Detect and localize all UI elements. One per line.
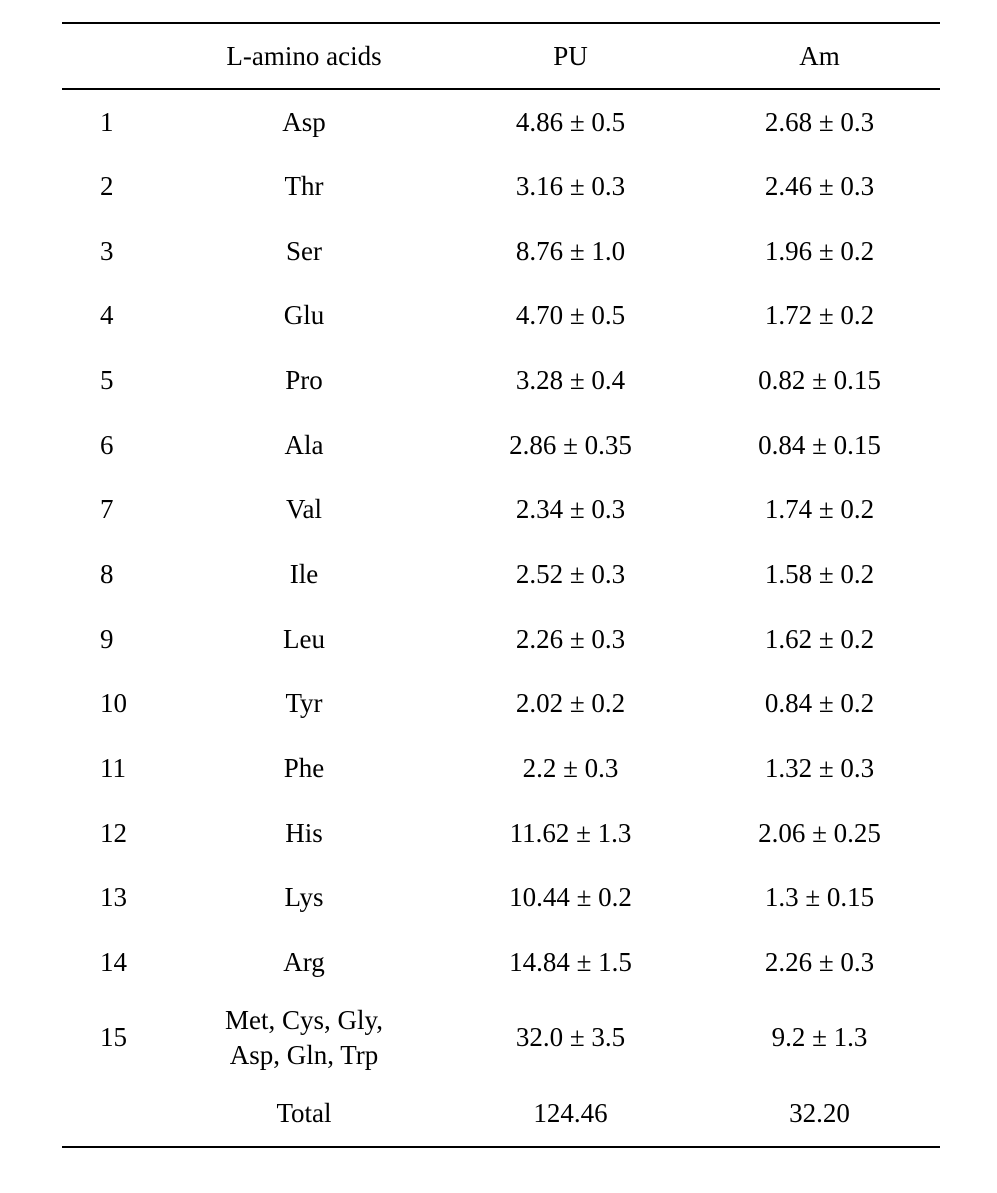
amino-acid-name: Val	[286, 494, 322, 525]
row-number: 9	[100, 623, 114, 654]
table-row	[62, 865, 940, 930]
table-body	[62, 89, 940, 1147]
am-value: 2.68 ± 0.3	[764, 106, 875, 137]
amino-acid-name: Thr	[284, 170, 324, 201]
pu-value: 2.86 ± 0.35	[509, 429, 632, 460]
table-row	[62, 930, 940, 995]
pu-value: 2.02 ± 0.2	[515, 688, 626, 719]
am-value: 1.62 ± 0.2	[764, 623, 875, 654]
amino-acid-name	[166, 995, 442, 1081]
pu-value: 3.28 ± 0.4	[515, 364, 626, 395]
total-row-number	[62, 1081, 166, 1147]
am-value: 2.06 ± 0.25	[758, 817, 881, 848]
row-number: 3	[100, 235, 114, 266]
row-number: 13	[100, 882, 127, 913]
row-number: 7	[100, 494, 114, 525]
amino-acid-name: His	[285, 817, 323, 848]
header-row	[62, 23, 940, 89]
header-am: Am	[699, 23, 940, 89]
pu-value: 11.62 ± 1.3	[509, 817, 632, 848]
header-pu: PU	[442, 23, 699, 89]
am-value: 1.74 ± 0.2	[764, 494, 875, 525]
row-number: 6	[100, 429, 114, 460]
pu-value: 4.86 ± 0.5	[515, 106, 626, 137]
table-row	[62, 995, 940, 1081]
row-number: 1	[100, 106, 114, 137]
am-value: 1.32 ± 0.3	[764, 753, 875, 784]
table-row	[62, 736, 940, 801]
row-number: 14	[100, 947, 127, 978]
am-value: 1.96 ± 0.2	[764, 235, 875, 266]
pu-value: 14.84 ± 1.5	[509, 947, 632, 978]
pu-value: 2.26 ± 0.3	[515, 623, 626, 654]
total-pu-value: 124.46	[442, 1081, 699, 1147]
table-row	[62, 348, 940, 413]
amino-acid-name: Phe	[283, 753, 325, 784]
am-value: 0.84 ± 0.15	[758, 429, 881, 460]
am-value: 2.26 ± 0.3	[764, 947, 875, 978]
pu-value: 32.0 ± 3.5	[515, 1022, 626, 1053]
amino-acid-name: Pro	[285, 364, 323, 395]
table-row	[62, 607, 940, 672]
am-value: 9.2 ± 1.3	[771, 1022, 868, 1053]
pu-value: 8.76 ± 1.0	[515, 235, 626, 266]
table-row	[62, 283, 940, 348]
pu-value: 2.2 ± 0.3	[522, 753, 619, 784]
amino-acid-name: Ile	[289, 558, 319, 589]
row-number: 4	[100, 300, 114, 331]
amino-acid-name: Leu	[283, 623, 325, 654]
am-value: 1.3 ± 0.15	[764, 882, 875, 913]
amino-acid-name: Ser	[286, 235, 322, 266]
table-row	[62, 477, 940, 542]
am-value: 1.72 ± 0.2	[764, 300, 875, 331]
amino-acid-name: Asp	[282, 106, 326, 137]
row-number: 12	[100, 817, 127, 848]
am-value: 0.84 ± 0.2	[764, 688, 875, 719]
total-row	[62, 1081, 940, 1147]
table-row	[62, 154, 940, 219]
amino-acid-name: Ala	[284, 429, 324, 460]
amino-acid-name-line: Met, Cys, Gly,	[224, 1005, 383, 1036]
amino-acid-table	[62, 22, 940, 1148]
table-row	[62, 542, 940, 607]
table-row	[62, 801, 940, 866]
amino-acid-name-line: Asp, Gln, Trp	[229, 1039, 379, 1070]
row-number: 15	[100, 1022, 127, 1053]
table-row	[62, 671, 940, 736]
am-value: 1.58 ± 0.2	[764, 558, 875, 589]
table-header	[62, 23, 940, 89]
pu-value: 10.44 ± 0.2	[509, 882, 632, 913]
table-row	[62, 412, 940, 477]
row-number: 10	[100, 688, 127, 719]
total-label: Total	[166, 1081, 442, 1147]
pu-value: 3.16 ± 0.3	[515, 170, 626, 201]
row-number: 8	[100, 558, 114, 589]
amino-acid-name: Glu	[283, 300, 325, 331]
amino-acid-name: Tyr	[285, 688, 323, 719]
row-number: 5	[100, 364, 114, 395]
amino-acid-name: Lys	[284, 882, 324, 913]
amino-acid-table-container	[62, 22, 940, 1148]
header-number	[62, 23, 166, 89]
amino-acid-name: Arg	[283, 947, 325, 978]
header-amino-acids: L-amino acids	[166, 23, 442, 89]
row-number: 2	[100, 170, 114, 201]
am-value: 0.82 ± 0.15	[758, 364, 881, 395]
am-value: 2.46 ± 0.3	[764, 170, 875, 201]
pu-value: 2.52 ± 0.3	[515, 558, 626, 589]
row-number: 11	[100, 753, 126, 784]
pu-value: 4.70 ± 0.5	[515, 300, 626, 331]
total-am-value: 32.20	[699, 1081, 940, 1147]
table-row	[62, 218, 940, 283]
table-row	[62, 89, 940, 154]
pu-value: 2.34 ± 0.3	[515, 494, 626, 525]
